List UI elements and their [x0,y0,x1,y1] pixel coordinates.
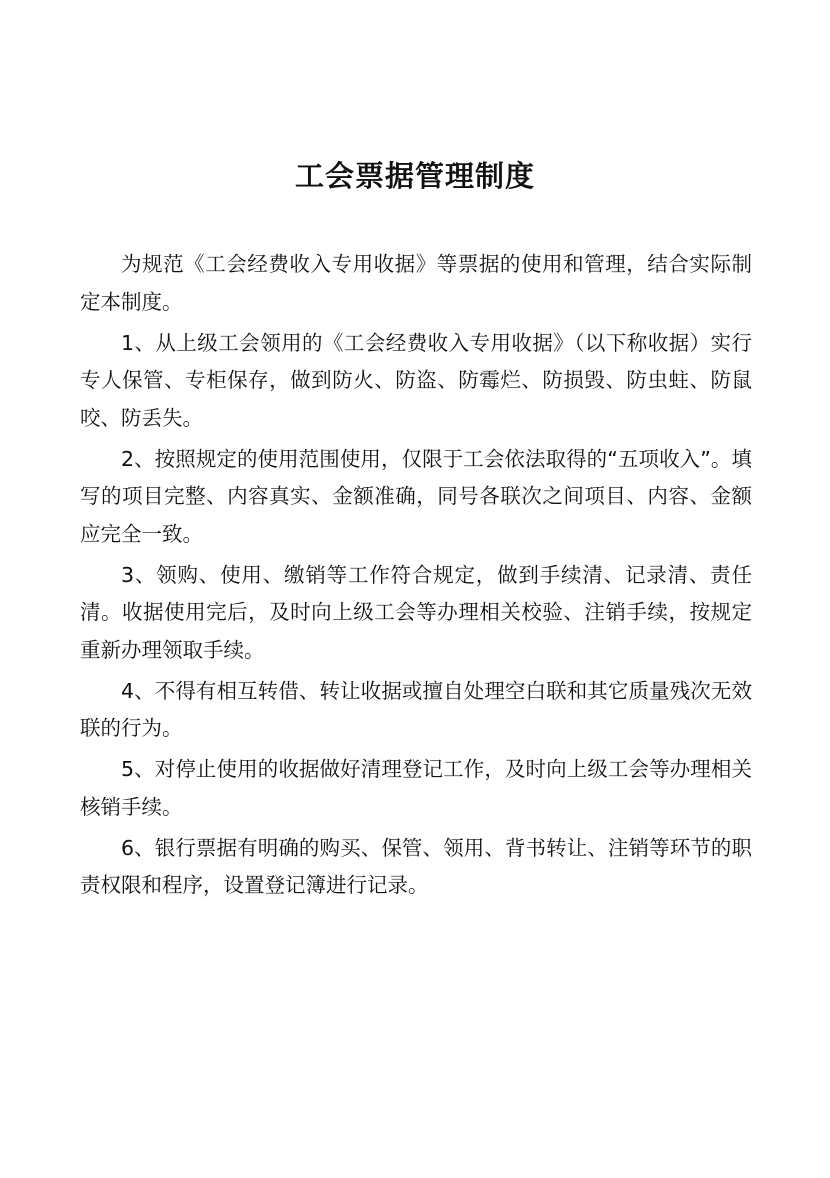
paragraph-item-3: 3、领购、使用、缴销等工作符合规定，做到手续清、记录清、责任清。收据使用完后，及时向上级工会等办理相关校验、注销手续，按规定重新办理领取手续。 [80,562,752,662]
document-body [80,246,752,908]
document-title: 工会票据管理制度 [294,159,535,193]
watermark [323,1064,436,1177]
paragraph-item-2: 2、按照规定的使用范围使用，仅限于工会依法取得的“五项收入”。填写的项目完整、内容真实、金额准确，同号各联次之间项目、内容、金额应完全一致。 [80,446,752,546]
paragraph-item-6: 6、银行票据有明确的购买、保管、领用、背书转让、注销等环节的职责权限和程序，设置登记簿进行记录。 [80,835,752,897]
paragraph-item-1: 1、从上级工会领用的《工会经费收入专用收据》（以下称收据）实行专人保管、专柜保存，做到防火、防盗、防霉烂、防损毁、防虫蛀、防鼠咬、防丢失。 [80,330,752,430]
paragraph-item-5: 5、对停止使用的收据做好清理登记工作，及时向上级工会等办理相关核销手续。 [80,757,752,819]
paragraph-intro: 为规范《工会经费收入专用收据》等票据的使用和管理，结合实际制定本制度。 [80,252,752,314]
paragraph-item-4: 4、不得有相互转借、转让收据或擅自处理空白联和其它质量残次无效联的行为。 [80,678,752,740]
